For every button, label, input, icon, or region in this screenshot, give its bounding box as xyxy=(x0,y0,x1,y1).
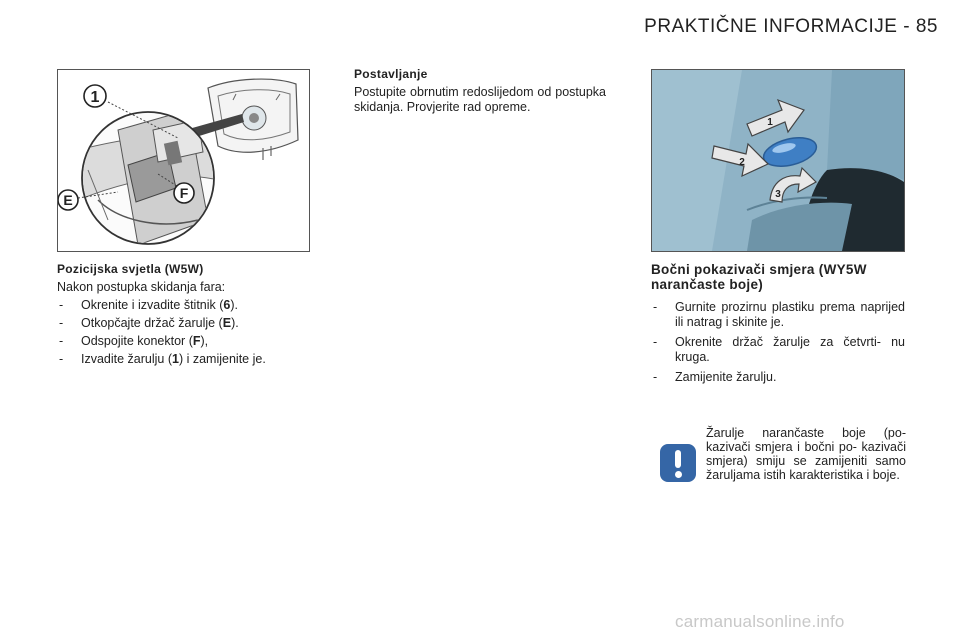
warning-note xyxy=(660,426,905,496)
page-header: PRAKTIČNE INFORMACIJE - 85 xyxy=(644,16,938,37)
svg-text:1: 1 xyxy=(90,89,100,106)
position-lights-steps xyxy=(57,298,309,367)
side-indicators-title: Bočni pokazivači smjera (WY5W narančaste boje) xyxy=(651,262,867,292)
callout-1 xyxy=(84,85,106,107)
side-indicators-steps xyxy=(651,300,905,385)
side-indicator-illustration xyxy=(651,69,905,252)
list-item: - Otkopčajte držač žarulje (E). xyxy=(57,316,309,331)
callout-e xyxy=(58,190,78,210)
position-lights-subtitle: Pozicijska svjetla (W5W) xyxy=(57,262,204,276)
headlamp-illustration xyxy=(57,69,310,252)
svg-text:E: E xyxy=(63,192,73,208)
list-item: - Gurnite prozirnu plastiku prema naprijed ili natrag i skinite je. xyxy=(651,300,905,330)
list-item: - Okrenite držač žarulje za četvrti- nu kruga. xyxy=(651,335,905,365)
svg-text:3: 3 xyxy=(775,189,781,200)
svg-text:2: 2 xyxy=(739,157,745,168)
callout-f xyxy=(174,183,194,203)
svg-text:F: F xyxy=(179,185,189,201)
list-item: - Izvadite žarulju (1) i zamijenite je. xyxy=(57,352,309,367)
exclamation-icon xyxy=(660,444,696,482)
installation-text: Postupite obrnutim redoslijedom od postupka skidanja. Provjerite rad opreme. xyxy=(354,85,606,114)
position-lights-intro: Nakon postupka skidanja fara: xyxy=(57,280,226,294)
list-item: - Zamijenite žarulju. xyxy=(651,370,905,385)
position-lights-section xyxy=(57,262,309,370)
list-item: - Okrenite i izvadite štitnik (6). xyxy=(57,298,309,313)
side-indicators-section xyxy=(651,262,905,390)
installation-section xyxy=(354,67,606,115)
list-item: - Odspojite konektor (F), xyxy=(57,334,309,349)
warning-text: Žarulje narančaste boje (po- kazivači smjera i bočni po- kazivači smjera) smiju se zamijeniti samo žaruljama istih karakteristika i boje. xyxy=(706,426,906,482)
svg-text:1: 1 xyxy=(767,117,773,128)
installation-subtitle: Postavljanje xyxy=(354,67,428,81)
watermark: carmanualsonline.info xyxy=(675,612,845,631)
